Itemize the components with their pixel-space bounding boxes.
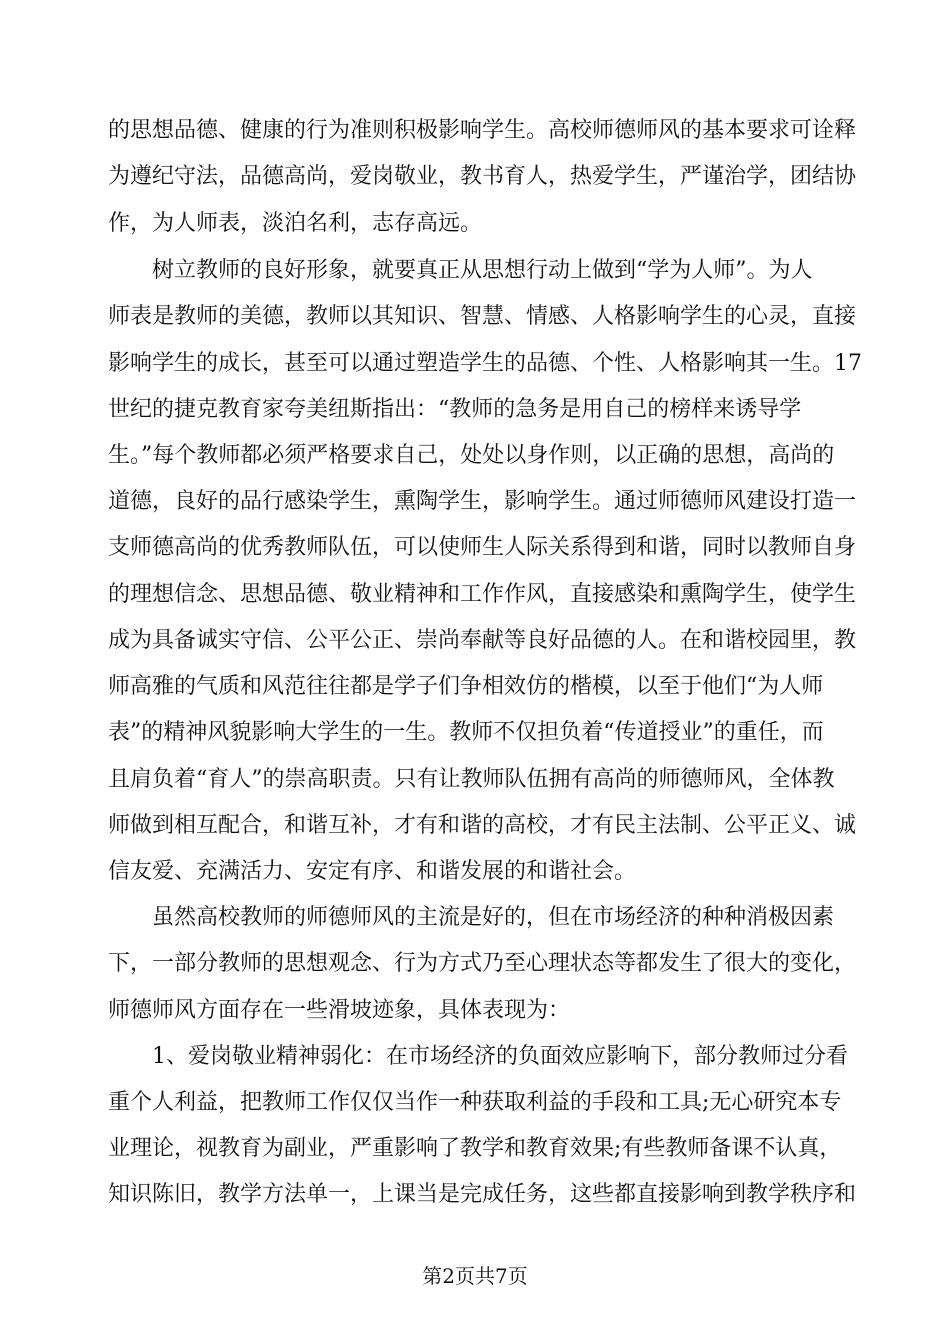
text-line: 为遵纪守法，品德高尚，爱岗敬业，教书育人，热爱学生，严谨治学，团结协	[108, 164, 857, 189]
text-line: 师德师风方面存在一些滑坡迹象，具体表现为：	[108, 998, 571, 1023]
text-line: 表”的精神风貌影响大学生的一生。教师不仅担负着“传道授业”的重任，而	[108, 720, 824, 745]
text-line: 道德，良好的品行感染学生，熏陶学生，影响学生。通过师德师风建设打造一	[108, 489, 857, 514]
text-line: 的理想信念、思想品德、敬业精神和工作作风，直接感染和熏陶学生，使学生	[108, 582, 857, 607]
text-line: 且肩负着“育人”的崇高职责。只有让教师队伍拥有高尚的师德师风，全体教	[108, 767, 835, 792]
text-line: 树立教师的良好形象，就要真正从思想行动上做到“学为人师”。为人	[108, 258, 813, 283]
text-line: 作，为人师表，淡泊名利，志存高远。	[108, 211, 483, 236]
text-line: 的思想品德、健康的行为准则积极影响学生。高校师德师风的基本要求可诠释	[108, 118, 857, 143]
text-line: 知识陈旧，教学方法单一，上课当是完成任务，这些都直接影响到教学秩序和	[108, 1182, 857, 1207]
text-line: 重个人利益，把教师工作仅仅当作一种获取利益的手段和工具;无心研究本专	[108, 1090, 842, 1115]
text-line: 影响学生的成长，甚至可以通过塑造学生的品德、个性、人格影响其一生。17	[108, 351, 862, 376]
text-line: 下，一部分教师的思想观念、行为方式乃至心理状态等都发生了很大的变化，	[108, 951, 857, 976]
text-line: 成为具备诚实守信、公平公正、崇尚奉献等良好品德的人。在和谐校园里，教	[108, 628, 857, 653]
text-line: 师高雅的气质和风范往往都是学子们争相效仿的楷模，以至于他们“为人师	[108, 674, 824, 699]
text-line: 支师德高尚的优秀教师队伍，可以使师生人际关系得到和谐，同时以教师自身	[108, 535, 857, 560]
text-line: 师做到相互配合，和谐互补，才有和谐的高校，才有民主法制、公平正义、诚	[108, 813, 857, 838]
page-number-footer: 第2页共7页	[422, 1264, 528, 1288]
text-line: 业理论，视教育为副业，严重影响了教学和教育效果;有些教师备课不认真，	[108, 1136, 842, 1161]
text-line: 虽然高校教师的师德师风的主流是好的，但在市场经济的种种消极因素	[108, 905, 835, 930]
text-line: 1、爱岗敬业精神弱化：在市场经济的负面效应影响下，部分教师过分看	[108, 1044, 848, 1069]
text-line: 信友爱、充满活力、安定有序、和谐发展的和谐社会。	[108, 859, 637, 884]
text-line: 师表是教师的美德，教师以其知识、智慧、情感、人格影响学生的心灵，直接	[108, 304, 857, 329]
text-line: 生。”每个教师都必须严格要求自己，处处以身作则，以正确的思想，高尚的	[108, 443, 835, 468]
text-line: 世纪的捷克教育家夸美纽斯指出：“教师的急务是用自己的榜样来诱导学	[108, 397, 802, 422]
